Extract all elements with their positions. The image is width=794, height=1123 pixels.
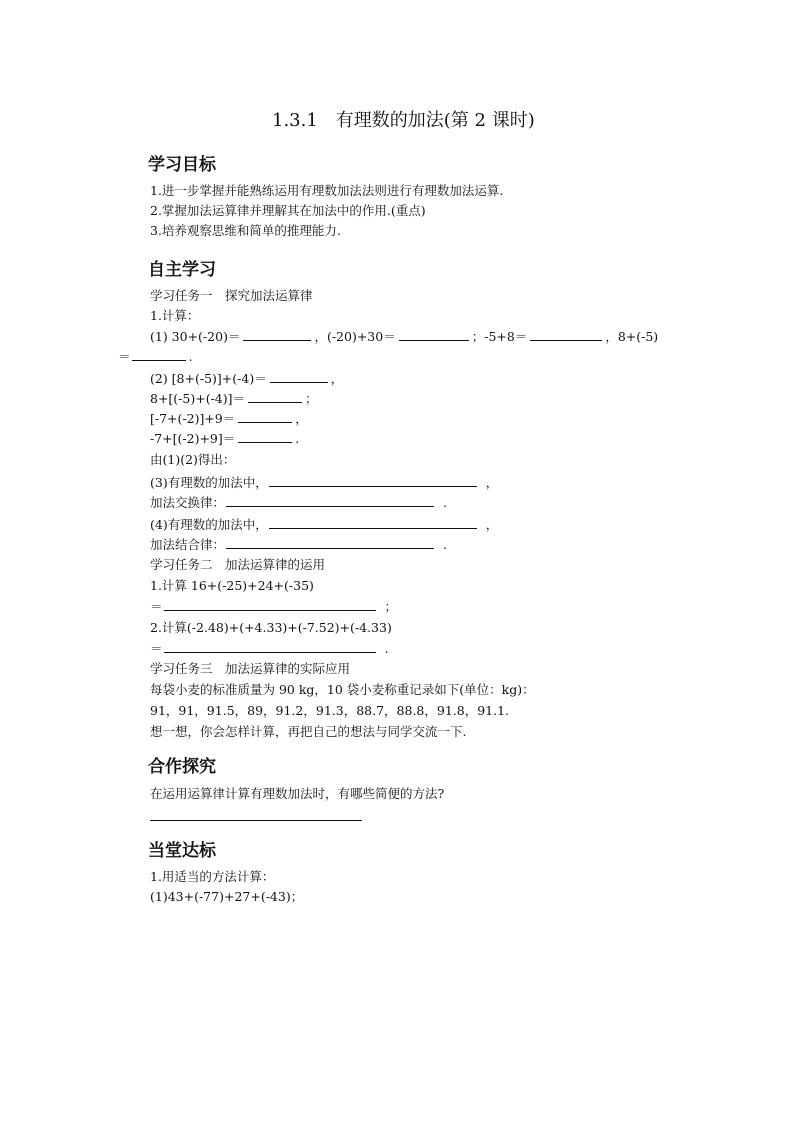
section-heading-practice: 当堂达标 — [148, 841, 216, 861]
semicolon: ； — [305, 391, 318, 406]
task2-p2-eq — [150, 640, 389, 657]
comma: ， — [485, 517, 499, 532]
task1-heading: 学习任务一 探究加法运算律 — [150, 288, 313, 303]
period: . — [295, 431, 300, 446]
derive-text: 由(1)(2)得出： — [150, 452, 236, 467]
task3-p1: 每袋小麦的标准质量为 90 kg，10 袋小麦称重记录如下(单位：kg)： — [150, 682, 535, 697]
answer-blank[interactable] — [399, 328, 469, 341]
answer-blank[interactable] — [270, 370, 328, 383]
comma: ， — [485, 475, 499, 490]
coop-answer-line[interactable] — [150, 820, 362, 821]
expr-1a: (1) 30+(-20)＝ — [150, 329, 241, 344]
answer-blank[interactable] — [243, 328, 311, 341]
assoc-label: 加法结合律： — [150, 537, 226, 552]
task3-heading: 学习任务三 加法运算律的实际应用 — [150, 661, 351, 676]
task1-calc-label: 1.计算： — [150, 308, 200, 323]
period: . — [443, 537, 447, 552]
expr-3: 8+[(-5)+(-4)]＝ — [150, 391, 246, 406]
comm-label: 加法交换律： — [150, 495, 226, 510]
practice-p1: 1.用适当的方法计算： — [150, 869, 275, 884]
task3-p3: 想一想，你会怎样计算，再把自己的想法与同学交流一下. — [150, 724, 467, 739]
section-heading-objectives: 学习目标 — [148, 155, 216, 175]
task1-row2 — [150, 370, 343, 387]
task2-p1-eq — [150, 598, 397, 615]
task2-p1: 1.计算 16+(-25)+24+(-35) — [150, 578, 314, 593]
objective-2: 2.掌握加法运算律并理解其在加法中的作用.(重点) — [150, 203, 426, 218]
task2-heading: 学习任务二 加法运算律的运用 — [150, 557, 326, 572]
answer-blank[interactable] — [248, 390, 302, 403]
equals: ＝ — [118, 349, 131, 364]
answer-blank[interactable] — [226, 536, 434, 549]
answer-blank[interactable] — [164, 640, 376, 653]
section-heading-self-study: 自主学习 — [148, 260, 216, 280]
expr-2: (2) [8+(-5)]+(-4)＝ — [150, 371, 267, 386]
semicolon: ； — [384, 599, 398, 614]
answer-blank[interactable] — [238, 410, 292, 423]
task3-p2: 91，91，91.5，89，91.2，91.3，88.7，88.8，91.8，91.1. — [150, 703, 510, 718]
expr-5: -7+[(-2)+9]＝ — [150, 431, 236, 446]
page-title: 1.3.1 有理数的加法(第 2 课时) — [272, 110, 535, 131]
task1-row1-cont — [118, 348, 193, 365]
objective-1: 1.进一步掌握并能熟练运用有理数加法法则进行有理数加法运算. — [150, 183, 504, 198]
q4-row — [150, 516, 498, 533]
expr-1d: ，8+(-5) — [605, 329, 659, 344]
answer-blank[interactable] — [269, 516, 477, 529]
q4-label: (4)有理数的加法中， — [150, 517, 268, 532]
answer-blank[interactable] — [269, 474, 477, 487]
task1-row1 — [150, 328, 658, 345]
coop-question: 在运用运算律计算有理数加法时，有哪些简便的方法? — [150, 786, 445, 801]
answer-blank[interactable] — [132, 348, 186, 361]
comm-row — [150, 494, 447, 511]
equals: ＝ — [150, 641, 163, 656]
answer-blank[interactable] — [530, 328, 602, 341]
task1-row4 — [150, 410, 308, 427]
period: . — [443, 495, 447, 510]
section-heading-cooperation: 合作探究 — [148, 757, 216, 777]
expr-4: [-7+(-2)]+9＝ — [150, 411, 236, 426]
q3-row — [150, 474, 498, 491]
task1-row5 — [150, 430, 299, 447]
comma: ， — [295, 411, 308, 426]
objective-3: 3.培养观察思维和简单的推理能力. — [150, 223, 341, 238]
period: . — [188, 349, 193, 364]
answer-blank[interactable] — [226, 494, 434, 507]
practice-p2: (1)43+(-77)+27+(-43)； — [150, 889, 304, 904]
period: . — [384, 641, 389, 656]
answer-blank[interactable] — [164, 598, 376, 611]
comma: ， — [330, 371, 344, 386]
answer-blank[interactable] — [238, 430, 292, 443]
task1-row3 — [150, 390, 318, 407]
equals: ＝ — [150, 599, 163, 614]
q3-label: (3)有理数的加法中， — [150, 475, 268, 490]
assoc-row — [150, 536, 447, 553]
task2-p2: 2.计算(-2.48)+(+4.33)+(-7.52)+(-4.33) — [150, 620, 392, 635]
expr-1c: ；-5+8＝ — [471, 329, 528, 344]
expr-1b: ，(-20)+30＝ — [314, 329, 396, 344]
